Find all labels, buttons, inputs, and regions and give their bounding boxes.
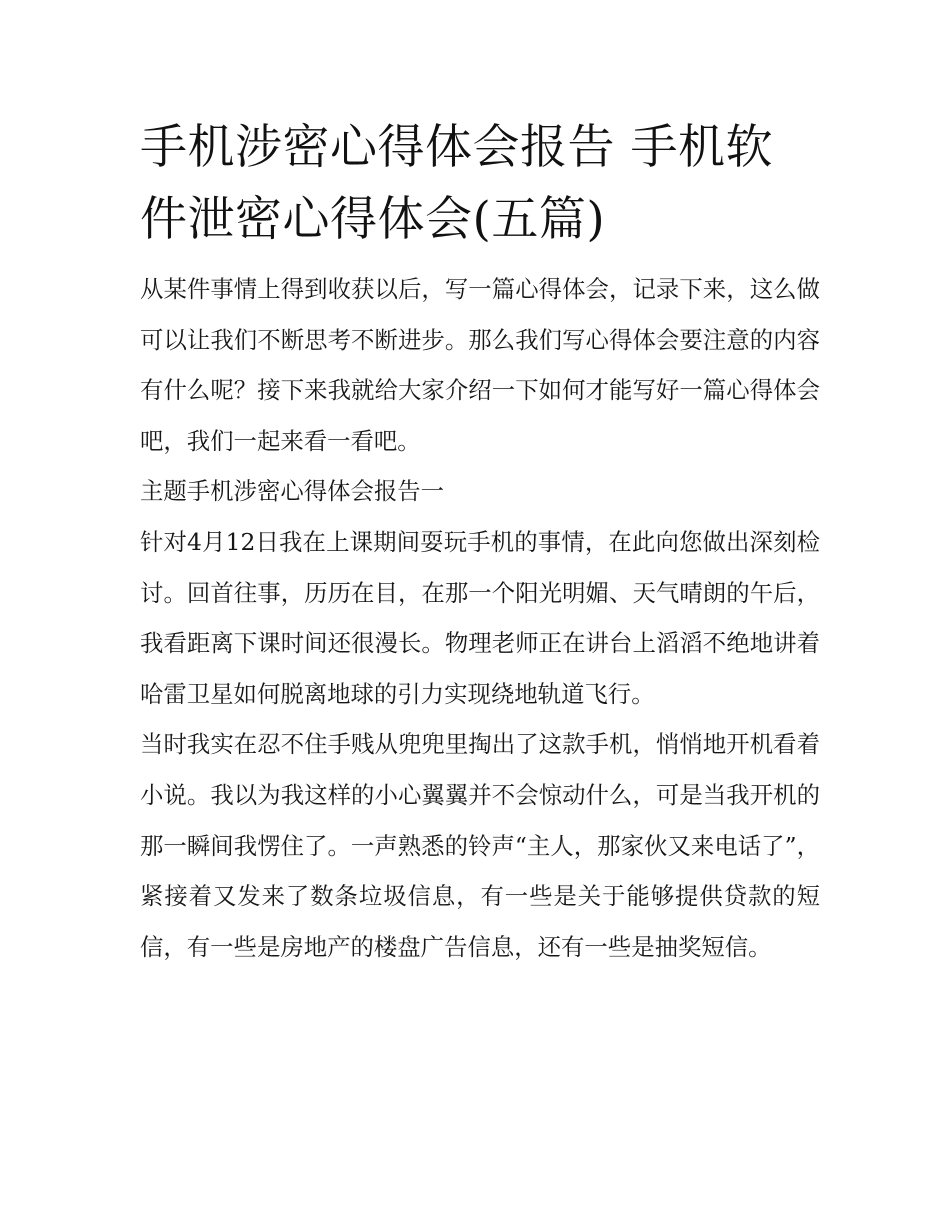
document-title: 手机涉密心得体会报告 手机软件泄密心得体会(五篇) <box>140 120 773 247</box>
body-paragraph: 针对4月12日我在上课期间耍玩手机的事情，在此向您做出深刻检讨。回首往事，历历在目，在那一个阳光明媚、天气晴朗的午后，我看距离下课时间还很漫长。物理老师正在讲台上滔滔不绝地讲着哈雷卫星如何脱离地球的引力实现绕地轨道飞行。 <box>140 527 820 708</box>
section-heading: 主题手机涉密心得体会报告一 <box>140 477 445 506</box>
document-page <box>140 112 820 972</box>
body-paragraph: 当时我实在忍不住手贱从兜兜里掏出了这款手机，悄悄地开机看着小说。我以为我这样的小心翼翼并不会惊动什么，可是当我开机的那一瞬间我愣住了。一声熟悉的铃声“主人，那家伙又来电话了”，紧接着又发来了数条垃圾信息，有一些是关于能够提供贷款的短信，有一些是房地产的楼盘广告信息，还有一些是抽奖短信。 <box>140 730 820 961</box>
intro-paragraph: 从某件事情上得到收获以后，写一篇心得体会，记录下来，这么做可以让我们不断思考不断进步。那么我们写心得体会要注意的内容有什么呢？接下来我就给大家介绍一下如何才能写好一篇心得体会吧，我们一起来看一看吧。 <box>140 275 820 455</box>
